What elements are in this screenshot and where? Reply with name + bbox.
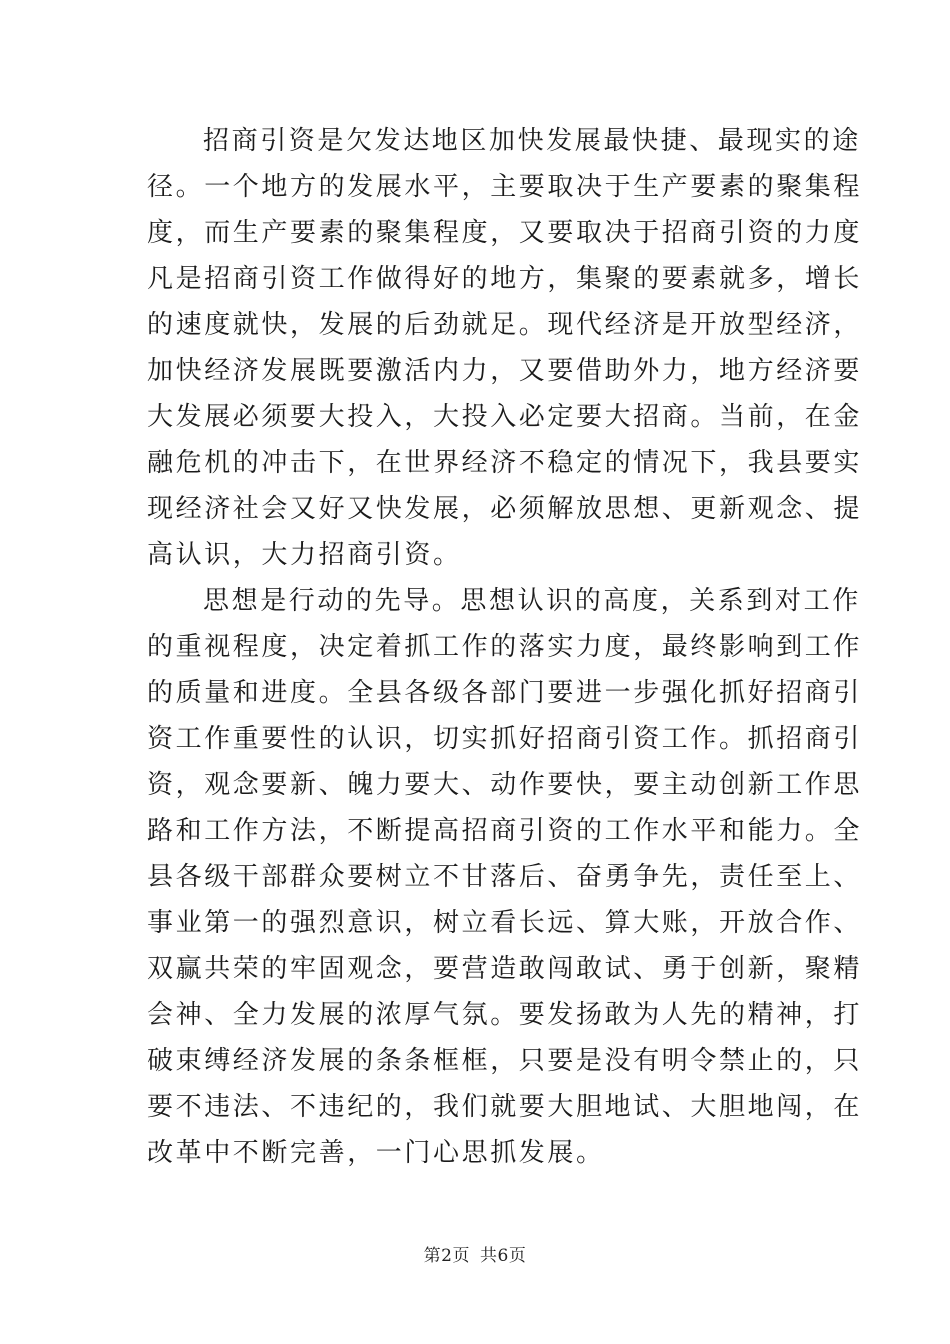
page-total: 共6页 bbox=[480, 1246, 527, 1266]
text-line: 的质量和进度。全县各级各部门要进一步强化抓好招商引 bbox=[147, 678, 863, 708]
text-line: 资工作重要性的认识，切实抓好招商引资工作。抓招商引 bbox=[147, 724, 863, 754]
text-line: 资，观念要新、魄力要大、动作要快，要主动创新工作思 bbox=[147, 770, 863, 800]
text-line: 径。一个地方的发展水平，主要取决于生产要素的聚集程 bbox=[147, 172, 863, 202]
text-line: 思想是行动的先导。思想认识的高度，关系到对工作 bbox=[203, 586, 861, 616]
paragraph-2 bbox=[147, 578, 863, 1176]
text-line: 要不违法、不违纪的，我们就要大胆地试、大胆地闯，在 bbox=[147, 1092, 863, 1122]
text-line: 的速度就快，发展的后劲就足。现代经济是开放型经济， bbox=[147, 310, 863, 340]
text-line: 融危机的冲击下，在世界经济不稳定的情况下，我县要实 bbox=[147, 448, 863, 478]
text-line: 路和工作方法，不断提高招商引资的工作水平和能力。全 bbox=[147, 816, 863, 846]
text-line: 凡是招商引资工作做得好的地方，集聚的要素就多，增长 bbox=[147, 264, 863, 294]
page-number: 第2页 bbox=[423, 1246, 470, 1266]
text-line: 破束缚经济发展的条条框框，只要是没有明令禁止的，只 bbox=[147, 1046, 863, 1076]
text-line: 会神、全力发展的浓厚气氛。要发扬敢为人先的精神，打 bbox=[147, 1000, 863, 1030]
text-line: 县各级干部群众要树立不甘落后、奋勇争先，责任至上、 bbox=[147, 862, 863, 892]
text-line: 加快经济发展既要激活内力，又要借助外力，地方经济要 bbox=[147, 356, 863, 386]
document-body bbox=[147, 118, 863, 1176]
text-line: 高认识，大力招商引资。 bbox=[147, 540, 462, 570]
paragraph-1 bbox=[147, 118, 863, 578]
text-line: 现经济社会又好又快发展，必须解放思想、更新观念、提 bbox=[147, 494, 863, 524]
text-line: 改革中不断完善，一门心思抓发展。 bbox=[147, 1138, 605, 1168]
text-line: 事业第一的强烈意识，树立看长远、算大账，开放合作、 bbox=[147, 908, 863, 938]
text-line: 招商引资是欠发达地区加快发展最快捷、最现实的途 bbox=[203, 126, 861, 156]
text-line: 的重视程度，决定着抓工作的落实力度，最终影响到工作 bbox=[147, 632, 863, 662]
page-footer bbox=[0, 1241, 950, 1266]
text-line: 度，而生产要素的聚集程度，又要取决于招商引资的力度 bbox=[147, 218, 863, 248]
text-line: 大发展必须要大投入，大投入必定要大招商。当前，在金 bbox=[147, 402, 863, 432]
text-line: 双赢共荣的牢固观念，要营造敢闯敢试、勇于创新，聚精 bbox=[147, 954, 863, 984]
